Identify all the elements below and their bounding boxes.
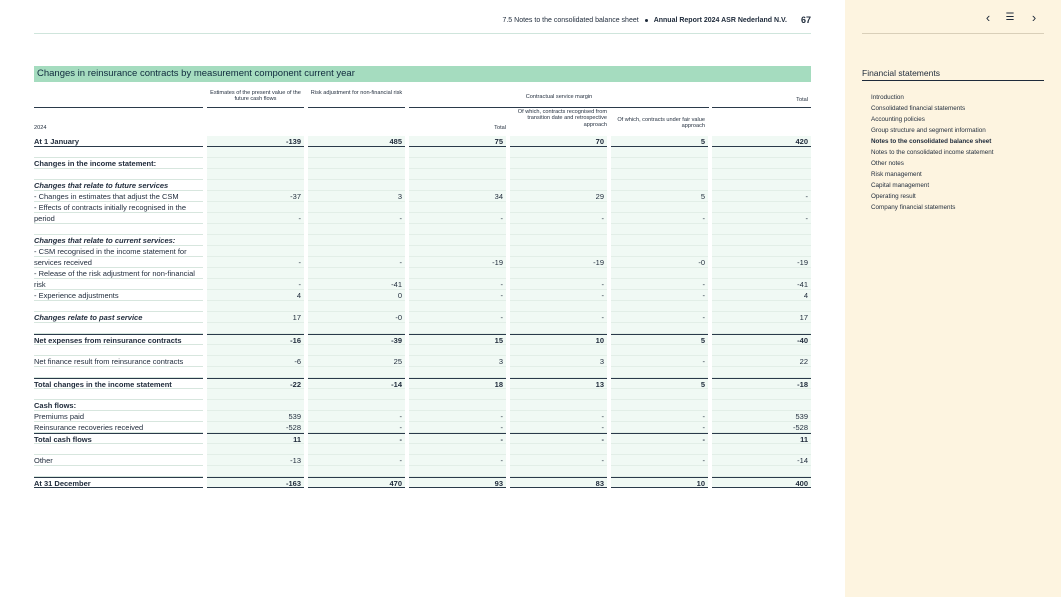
sidebar-nav: [862, 8, 1044, 34]
sidebar-item[interactable]: Notes to the consolidated income statement: [871, 149, 994, 156]
row-label: risk: [34, 279, 203, 290]
sidebar-item[interactable]: Introduction: [871, 94, 904, 101]
table-cell: -: [308, 433, 405, 444]
row-label: [34, 466, 203, 477]
row-label: period: [34, 213, 203, 224]
table-cell: 11: [207, 433, 304, 444]
table-cell: [207, 147, 304, 158]
sidebar: [845, 0, 1061, 597]
header-risk: Risk adjustment for non-financial risk: [310, 90, 403, 96]
table-cell: [207, 169, 304, 180]
row-label: Changes that relate to current services:: [34, 235, 203, 246]
table-cell: -: [207, 257, 304, 268]
table-cell: [712, 268, 811, 279]
table-cell: [510, 147, 607, 158]
table-cell: [409, 235, 506, 246]
table-cell: -: [409, 279, 506, 290]
table-cell: [207, 345, 304, 356]
table-cell: -: [510, 279, 607, 290]
table-cell: [308, 389, 405, 400]
table-cell: [308, 268, 405, 279]
table-cell: [409, 367, 506, 378]
table-row: [34, 169, 811, 180]
table-cell: -139: [207, 136, 304, 147]
table-cell: [207, 367, 304, 378]
table-cell: 4: [712, 290, 811, 301]
table-cell: -: [712, 191, 811, 202]
table-cell: -: [510, 312, 607, 323]
sidebar-menu: [871, 92, 1041, 213]
table-cell: [611, 246, 708, 257]
table-title: Changes in reinsurance contracts by measurement component current year: [34, 66, 811, 82]
table-cell: [308, 444, 405, 455]
table-cell: -: [308, 257, 405, 268]
sidebar-item[interactable]: Group structure and segment information: [871, 127, 986, 134]
table-cell: -: [510, 422, 607, 433]
table-cell: 18: [409, 378, 506, 389]
table-cell: [308, 301, 405, 312]
table-cell: [712, 301, 811, 312]
table-cell: [712, 466, 811, 477]
table-cell: -: [611, 213, 708, 224]
table-cell: [611, 367, 708, 378]
table-cell: 93: [409, 477, 506, 488]
table-cell: -: [409, 422, 506, 433]
table-cell: 5: [611, 378, 708, 389]
table-cell: [510, 444, 607, 455]
table-cell: [207, 246, 304, 257]
table-cell: 3: [308, 191, 405, 202]
table-cell: -: [207, 213, 304, 224]
table-row: [34, 389, 811, 400]
row-label: - CSM recognised in the income statement for: [34, 246, 203, 257]
table-cell: [712, 235, 811, 246]
table-row: [34, 224, 811, 235]
reinsurance-table: [34, 86, 811, 488]
table-cell: [308, 235, 405, 246]
table-cell: -: [611, 356, 708, 367]
row-label: Premiums paid: [34, 411, 203, 422]
table-cell: [308, 147, 405, 158]
table-cell: -: [611, 455, 708, 466]
table-cell: [712, 180, 811, 191]
table-cell: [510, 389, 607, 400]
row-label: services received: [34, 257, 203, 268]
table-cell: [308, 169, 405, 180]
table-cell: [611, 466, 708, 477]
row-label: [34, 367, 203, 378]
table-cell: [510, 158, 607, 169]
table-cell: -: [510, 433, 607, 444]
table-row: [34, 323, 811, 334]
table-row: [34, 191, 811, 202]
table-cell: [308, 367, 405, 378]
table-cell: [308, 345, 405, 356]
sidebar-item[interactable]: Risk management: [871, 171, 922, 178]
table-cell: -: [308, 422, 405, 433]
table-row: [34, 334, 811, 345]
table-cell: [712, 345, 811, 356]
table-row: [34, 433, 811, 444]
table-row: [34, 455, 811, 466]
row-label: [34, 444, 203, 455]
table-cell: 22: [712, 356, 811, 367]
table-cell: -19: [409, 257, 506, 268]
table-cell: [308, 202, 405, 213]
row-label: Reinsurance recoveries received: [34, 422, 203, 433]
table-cell: [611, 345, 708, 356]
table-row: [34, 202, 811, 213]
row-label: [34, 224, 203, 235]
table-cell: [510, 323, 607, 334]
menu-icon[interactable]: ☰: [1005, 12, 1015, 23]
table-cell: [409, 147, 506, 158]
table-cell: [712, 323, 811, 334]
sidebar-item[interactable]: Operating result: [871, 193, 916, 200]
table-cell: [510, 301, 607, 312]
table-cell: -6: [207, 356, 304, 367]
sidebar-item[interactable]: Other notes: [871, 160, 904, 167]
table-cell: -163: [207, 477, 304, 488]
table-cell: [510, 202, 607, 213]
row-label: Net expenses from reinsurance contracts: [34, 334, 203, 345]
table-cell: [611, 224, 708, 235]
breadcrumb: [502, 15, 811, 25]
table-cell: [510, 400, 607, 411]
header-csm-transition: Of which, contracts recognised from transition date and retrospective approach: [517, 109, 607, 128]
table-cell: [611, 235, 708, 246]
row-label: [34, 323, 203, 334]
table-row: [34, 477, 811, 488]
table-row: [34, 444, 811, 455]
table-cell: -: [409, 411, 506, 422]
table-row: [34, 136, 811, 147]
table-cell: -41: [308, 279, 405, 290]
row-label: Cash flows:: [34, 400, 203, 411]
table-cell: -19: [510, 257, 607, 268]
table-cell: [207, 235, 304, 246]
table-cell: -: [611, 312, 708, 323]
table-cell: 29: [510, 191, 607, 202]
table-cell: 11: [712, 433, 811, 444]
table-cell: [409, 202, 506, 213]
table-cell: [510, 268, 607, 279]
table-cell: [611, 158, 708, 169]
table-cell: [409, 400, 506, 411]
table-cell: [207, 389, 304, 400]
table-row: [34, 257, 811, 268]
table-cell: 15: [409, 334, 506, 345]
header-year: 2024: [34, 125, 47, 131]
table-cell: -: [510, 290, 607, 301]
row-label: At 1 January: [34, 136, 203, 147]
table-row: [34, 466, 811, 477]
row-label: - Experience adjustments: [34, 290, 203, 301]
row-label: Net finance result from reinsurance contracts: [34, 356, 203, 367]
table-row: [34, 411, 811, 422]
table-cell: -: [207, 279, 304, 290]
table-cell: 34: [409, 191, 506, 202]
table-body: [34, 136, 811, 488]
table-cell: [207, 301, 304, 312]
table-cell: -: [409, 433, 506, 444]
table-cell: -: [308, 411, 405, 422]
row-label: - Release of the risk adjustment for non-financial: [34, 268, 203, 279]
report-title: Annual Report 2024 ASR Nederland N.V.: [653, 16, 787, 24]
table-cell: [409, 180, 506, 191]
table-cell: [712, 147, 811, 158]
table-cell: [712, 400, 811, 411]
table-cell: [409, 268, 506, 279]
table-cell: 17: [712, 312, 811, 323]
page-header: [34, 0, 811, 34]
table-cell: -: [308, 213, 405, 224]
table-cell: [510, 180, 607, 191]
table-cell: [308, 158, 405, 169]
table-cell: 470: [308, 477, 405, 488]
table-cell: 10: [611, 477, 708, 488]
table-cell: 539: [207, 411, 304, 422]
table-cell: -22: [207, 378, 304, 389]
table-cell: 0: [308, 290, 405, 301]
table-cell: -0: [308, 312, 405, 323]
table-row: [34, 422, 811, 433]
table-cell: -: [409, 213, 506, 224]
row-label: [34, 301, 203, 312]
table-cell: 4: [207, 290, 304, 301]
table-cell: [611, 444, 708, 455]
table-cell: [510, 235, 607, 246]
table-cell: [611, 268, 708, 279]
table-cell: [207, 466, 304, 477]
table-cell: -: [611, 422, 708, 433]
row-label: - Changes in estimates that adjust the CSM: [34, 191, 203, 202]
table-cell: -: [510, 455, 607, 466]
row-label: Changes in the income statement:: [34, 158, 203, 169]
table-cell: 485: [308, 136, 405, 147]
table-cell: 539: [712, 411, 811, 422]
sidebar-item[interactable]: Capital management: [871, 182, 930, 189]
table-cell: 5: [611, 334, 708, 345]
row-label: [34, 345, 203, 356]
row-label: Total cash flows: [34, 433, 203, 444]
table-cell: 5: [611, 136, 708, 147]
table-cell: -: [409, 455, 506, 466]
table-cell: [611, 301, 708, 312]
header-total: Total: [796, 97, 808, 103]
row-label: At 31 December: [34, 477, 203, 488]
table-row: [34, 367, 811, 378]
table-cell: [510, 345, 607, 356]
table-cell: -14: [712, 455, 811, 466]
table-cell: 25: [308, 356, 405, 367]
table-cell: 75: [409, 136, 506, 147]
table-cell: [510, 169, 607, 180]
table-row: [34, 246, 811, 257]
separator-dot-icon: [645, 19, 648, 22]
page-number: 67: [800, 15, 811, 25]
row-label: Changes that relate to future services: [34, 180, 203, 191]
table-row: [34, 279, 811, 290]
header-csm-total: Total: [494, 125, 506, 131]
table-cell: -18: [712, 378, 811, 389]
table-cell: -: [712, 213, 811, 224]
table-row: [34, 345, 811, 356]
table-cell: [712, 367, 811, 378]
table-cell: -: [611, 279, 708, 290]
header-csm-fair: Of which, contracts under fair value approach: [617, 117, 705, 130]
table-cell: [207, 224, 304, 235]
table-cell: -41: [712, 279, 811, 290]
table-cell: -13: [207, 455, 304, 466]
table-cell: -37: [207, 191, 304, 202]
table-cell: [409, 158, 506, 169]
table-cell: [409, 246, 506, 257]
table-cell: -0: [611, 257, 708, 268]
sidebar-item[interactable]: Consolidated financial statements: [871, 105, 966, 112]
sidebar-item[interactable]: Notes to the consolidated balance sheet: [871, 138, 992, 145]
table-row: [34, 301, 811, 312]
table-cell: -: [611, 411, 708, 422]
row-label: Total changes in the income statement: [34, 378, 203, 389]
table-cell: 3: [510, 356, 607, 367]
table-row: [34, 147, 811, 158]
table-cell: [611, 202, 708, 213]
table-cell: [207, 400, 304, 411]
table-row: [34, 235, 811, 246]
row-label: [34, 169, 203, 180]
table-cell: [712, 202, 811, 213]
table-cell: [207, 202, 304, 213]
table-cell: [611, 400, 708, 411]
table-header: [34, 86, 811, 136]
table-cell: -16: [207, 334, 304, 345]
row-label: [34, 389, 203, 400]
table-cell: [510, 246, 607, 257]
table-row: [34, 158, 811, 169]
table-row: [34, 180, 811, 191]
row-label: [34, 147, 203, 158]
table-cell: [409, 224, 506, 235]
table-cell: [510, 367, 607, 378]
table-cell: 83: [510, 477, 607, 488]
table-cell: 70: [510, 136, 607, 147]
table-cell: -39: [308, 334, 405, 345]
table-cell: -: [611, 290, 708, 301]
table-cell: [207, 323, 304, 334]
header-csm-group: Contractual service margin: [525, 94, 593, 100]
table-cell: [207, 180, 304, 191]
table-cell: [308, 246, 405, 257]
table-cell: -14: [308, 378, 405, 389]
table-row: [34, 356, 811, 367]
table-cell: 3: [409, 356, 506, 367]
table-cell: -: [409, 290, 506, 301]
table-cell: -: [510, 213, 607, 224]
table-cell: [611, 180, 708, 191]
table-cell: [712, 389, 811, 400]
table-cell: -40: [712, 334, 811, 345]
header-pv: Estimates of the present value of the future cash flows: [210, 90, 301, 103]
row-label: Other: [34, 455, 203, 466]
table-row: [34, 400, 811, 411]
table-cell: 17: [207, 312, 304, 323]
table-cell: [712, 246, 811, 257]
table-cell: -19: [712, 257, 811, 268]
table-cell: [207, 158, 304, 169]
table-cell: [308, 400, 405, 411]
table-row: [34, 378, 811, 389]
table-cell: [409, 169, 506, 180]
row-label: Changes relate to past service: [34, 312, 203, 323]
table-cell: [712, 158, 811, 169]
chevron-left-icon[interactable]: ‹: [985, 10, 991, 25]
table-cell: [712, 444, 811, 455]
table-cell: [510, 466, 607, 477]
table-cell: [611, 147, 708, 158]
table-cell: [712, 169, 811, 180]
table-row: [34, 290, 811, 301]
table-cell: 5: [611, 191, 708, 202]
sidebar-title: Financial statements: [862, 68, 1044, 81]
table-cell: -: [409, 312, 506, 323]
table-cell: [308, 180, 405, 191]
table-cell: [308, 323, 405, 334]
table-cell: [409, 389, 506, 400]
table-cell: [712, 224, 811, 235]
table-cell: -528: [207, 422, 304, 433]
table-cell: -: [308, 455, 405, 466]
table-cell: [611, 389, 708, 400]
table-cell: [510, 224, 607, 235]
table-cell: 420: [712, 136, 811, 147]
table-cell: 13: [510, 378, 607, 389]
table-cell: [207, 268, 304, 279]
table-row: [34, 213, 811, 224]
table-cell: -528: [712, 422, 811, 433]
table-cell: [308, 224, 405, 235]
section-link[interactable]: 7.5 Notes to the consolidated balance sheet: [502, 16, 639, 24]
row-label: - Effects of contracts initially recognised in the: [34, 202, 203, 213]
chevron-right-icon[interactable]: ›: [1031, 10, 1037, 25]
table-row: [34, 268, 811, 279]
table-cell: [409, 323, 506, 334]
table-cell: [611, 169, 708, 180]
table-row: [34, 312, 811, 323]
table-cell: -: [510, 411, 607, 422]
table-cell: [409, 345, 506, 356]
sidebar-item[interactable]: Company financial statements: [871, 204, 956, 211]
table-cell: [409, 444, 506, 455]
table-cell: [207, 444, 304, 455]
table-cell: 400: [712, 477, 811, 488]
table-cell: 10: [510, 334, 607, 345]
table-cell: [409, 466, 506, 477]
table-cell: [308, 466, 405, 477]
table-cell: -: [611, 433, 708, 444]
sidebar-item[interactable]: Accounting policies: [871, 116, 925, 123]
table-cell: [611, 323, 708, 334]
table-cell: [409, 301, 506, 312]
